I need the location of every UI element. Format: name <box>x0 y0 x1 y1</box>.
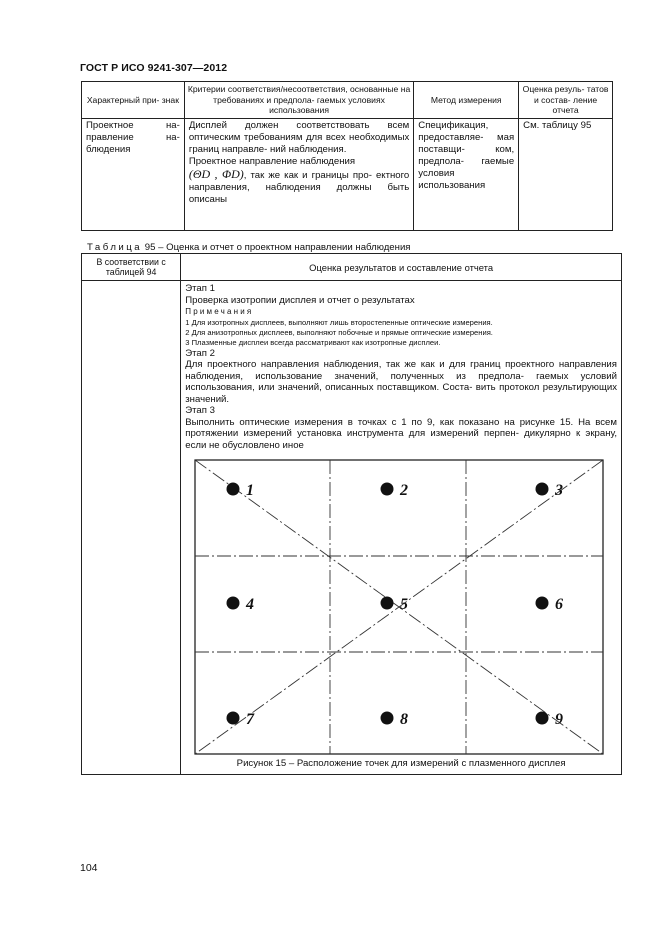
measurement-point-8 <box>381 712 394 725</box>
measurement-point-5 <box>381 597 394 610</box>
criteria-text-3: , так же как и границы про- ектного направления, наблюдения должны быть описаны <box>188 169 410 205</box>
note-2: 2 Для анизотропных дисплеев, выполняют побочные и прямые оптические измерения. <box>185 327 493 337</box>
header-assessment: Оценка резуль- татов и состав- ление отчета <box>519 82 613 119</box>
cell-criteria <box>184 118 413 230</box>
stage3-text: Выполнить оптические измерения в точках с 1 по 9, как показано на рисунке 15. На всем протяжении измерений установка инструмента для измерений перпен- дикулярно к экрану, если не обусловлено иное <box>185 416 617 451</box>
measurement-point-1 <box>227 483 240 496</box>
cell-method: Спецификация, предоставляе- мая поставщи- ком, предпола- гаемые условия использования <box>414 118 519 230</box>
stage1-text: Проверка изотропии дисплея и отчет о результатах <box>185 294 415 306</box>
measurement-point-9 <box>536 712 549 725</box>
stage3-title: Этап 3 <box>185 405 215 416</box>
header-reference: В соответствии с таблицей 94 <box>82 254 181 281</box>
table-caption-text: 95 – Оценка и отчет о проектном направлении наблюдения <box>142 242 411 253</box>
stage2-text: Для проектного направления наблюдения, так же как и для границ проектного направления наблюдения, использование значений, полученных из предпола- гаемых условий использования, или значений, описанных поставщиком. Соста- вить протокол результирующих значений. <box>185 359 617 405</box>
measurement-point-label-8: 8 <box>400 711 409 728</box>
cell-assessment: См. таблицу 95 <box>519 118 613 230</box>
cell-evaluation <box>181 281 622 775</box>
measurement-point-label-6: 6 <box>555 596 564 613</box>
measurement-points-figure <box>194 459 604 755</box>
cell-feature: Проектное на- правление на- блюдения <box>82 118 185 230</box>
cell-reference-empty <box>82 281 181 775</box>
measurement-point-3 <box>536 483 549 496</box>
document-header: ГОСТ Р ИСО 9241-307—2012 <box>80 62 228 74</box>
header-feature: Характерный при- знак <box>82 82 185 119</box>
evaluation-table <box>81 253 622 775</box>
criteria-text-2: Проектное направление наблюдения <box>188 155 356 167</box>
criteria-formula: (ΘD , ΦD) <box>188 166 244 181</box>
measurement-point-6 <box>536 597 549 610</box>
measurement-point-label-5: 5 <box>400 596 409 613</box>
stage2-title: Этап 2 <box>185 347 215 359</box>
measurement-point-label-7: 7 <box>246 711 255 728</box>
measurement-point-label-9: 9 <box>555 711 564 728</box>
note-3: 3 Плазменные дисплеи всегда рассматривают как изотропные дисплеи. <box>185 337 441 347</box>
note-1: 1 Для изотропных дисплеев, выполняют лишь второстепенные оптические измерения. <box>185 317 493 327</box>
notes-title: Примечания <box>185 307 254 316</box>
page-number: 104 <box>80 862 98 874</box>
measurement-point-4 <box>227 597 240 610</box>
criteria-table <box>81 81 613 231</box>
header-evaluation: Оценка результатов и составление отчета <box>181 254 622 281</box>
measurement-point-label-4: 4 <box>246 596 255 613</box>
measurement-point-label-3: 3 <box>555 482 564 499</box>
measurement-point-label-1: 1 <box>246 482 255 499</box>
measurement-point-7 <box>227 712 240 725</box>
criteria-text-1: Дисплей должен соответствовать всем оптическим требованиям для всех необходимых границ направле- ний наблюдения. <box>188 119 410 155</box>
measurement-point-label-2: 2 <box>400 482 409 499</box>
figure-caption: Рисунок 15 – Расположение точек для измерений с плазменного дисплея <box>236 758 566 769</box>
measurement-point-2 <box>381 483 394 496</box>
stage1-title: Этап 1 <box>185 283 215 294</box>
table-caption-prefix: Таблица <box>87 242 143 253</box>
header-method: Метод измерения <box>414 82 519 119</box>
table-caption <box>87 242 411 253</box>
figure-diagram <box>194 459 604 755</box>
header-criteria: Критерии соответствия/несоответствия, основанные на требованиях и предпола- гаемых условиях использования <box>184 82 413 119</box>
